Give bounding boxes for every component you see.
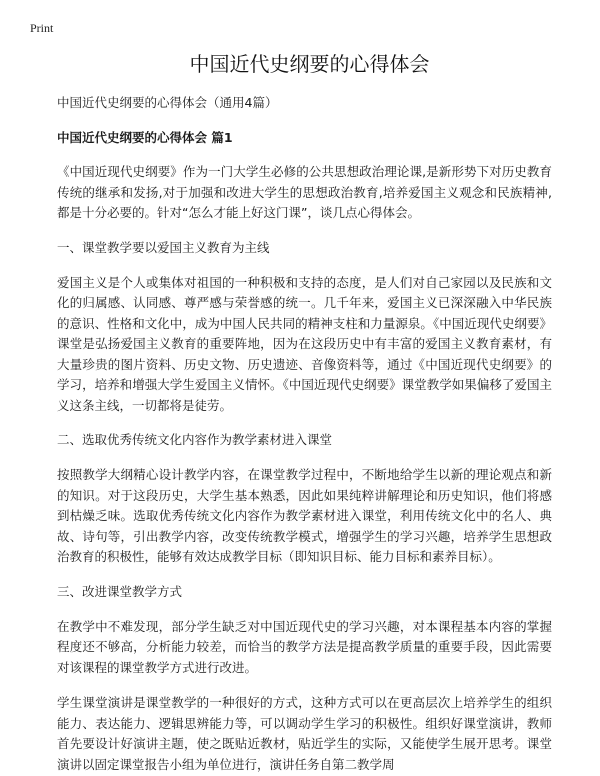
paragraph-2: 按照教学大纲精心设计教学内容，在课堂教学过程中，不断地给学生以新的理论观点和新的知识。对于这段历史，大学生基本熟悉，因此如果纯粹讲解理论和历史知识，他们将感到枯燥乏味。选取优秀传统文化内容作为教学素材进入课堂，利用传统文化中的名人、典故、诗句等，引出教学内容，改变传统教学模式，增强学生的学习兴趣，培养学生思想政治教育的积极性，能够有效达成教学目标（即知识目标、能力目标和素养目标）。 — [57, 467, 552, 564]
heading-3: 三、改进课堂教学方式 — [57, 583, 183, 599]
subtitle: 中国近代史纲要的心得体会（通用4篇） — [57, 95, 278, 110]
paragraph-3: 在教学中不难发现，部分学生缺乏对中国近现代史的学习兴趣，对本课程基本内容的掌握程度还不够高，分析能力较差，而恰当的教学方法是提高教学质量的重要手段，因此需要对该课程的课堂教学方式进行改进。 — [57, 618, 552, 675]
heading-1: 一、课堂教学要以爱国主义教育为主线 — [57, 239, 270, 255]
heading-2: 二、选取优秀传统文化内容作为教学素材进入课堂 — [57, 432, 333, 447]
article — [57, 50, 552, 775]
print-link[interactable]: Print — [30, 21, 54, 35]
paragraph-4: 学生课堂演讲是课堂教学的一种很好的方式，这种方式可以在更高层次上培养学生的组织能力、表达能力、逻辑思辨能力等，可以调动学生学习的积极性。组织好课堂演讲，教师首先要设计好演讲主题，使之既贴近教材，贴近学生的实际，又能使学生展开思考。课堂演讲以固定课堂报告小组为单位进行，演讲任务自第二教学周 — [57, 695, 552, 772]
page-title: 中国近代史纲要的心得体会 — [189, 52, 430, 76]
intro-paragraph: 《中国近现代史纲要》作为一门大学生必修的公共思想政治理论课,是新形势下对历史教育传统的继承和发扬,对于加强和改进大学生的思想政治教育,培养爱国主义观念和民族精神,都是十分必要的。针对“怎么才能上好这门课”，谈几点心得体会。 — [57, 164, 552, 220]
paragraph-1: 爱国主义是个人或集体对祖国的一种积极和支持的态度，是人们对自己家园以及民族和文化的归属感、认同感、尊严感与荣誉感的统一。几千年来，爱国主义已深深融入中华民族的意识、性格和文化中，成为中国人民共同的精神支柱和力量源泉。《中国近现代史纲要》课堂是弘扬爱国主义教育的重要阵地，因为在这段历史中有丰富的爱国主义教育素材，有大量珍贵的图片资料、历史文物、历史遗迹、音像资料等，通过《中国近现代史纲要》的学习，培养和增强大学生爱国主义情怀。《中国近现代史纲要》课堂教学如果偏移了爱国主义这条主线，一切都将是徒劳。 — [57, 274, 552, 413]
section-title: 中国近代史纲要的心得体会 篇1 — [57, 130, 233, 145]
